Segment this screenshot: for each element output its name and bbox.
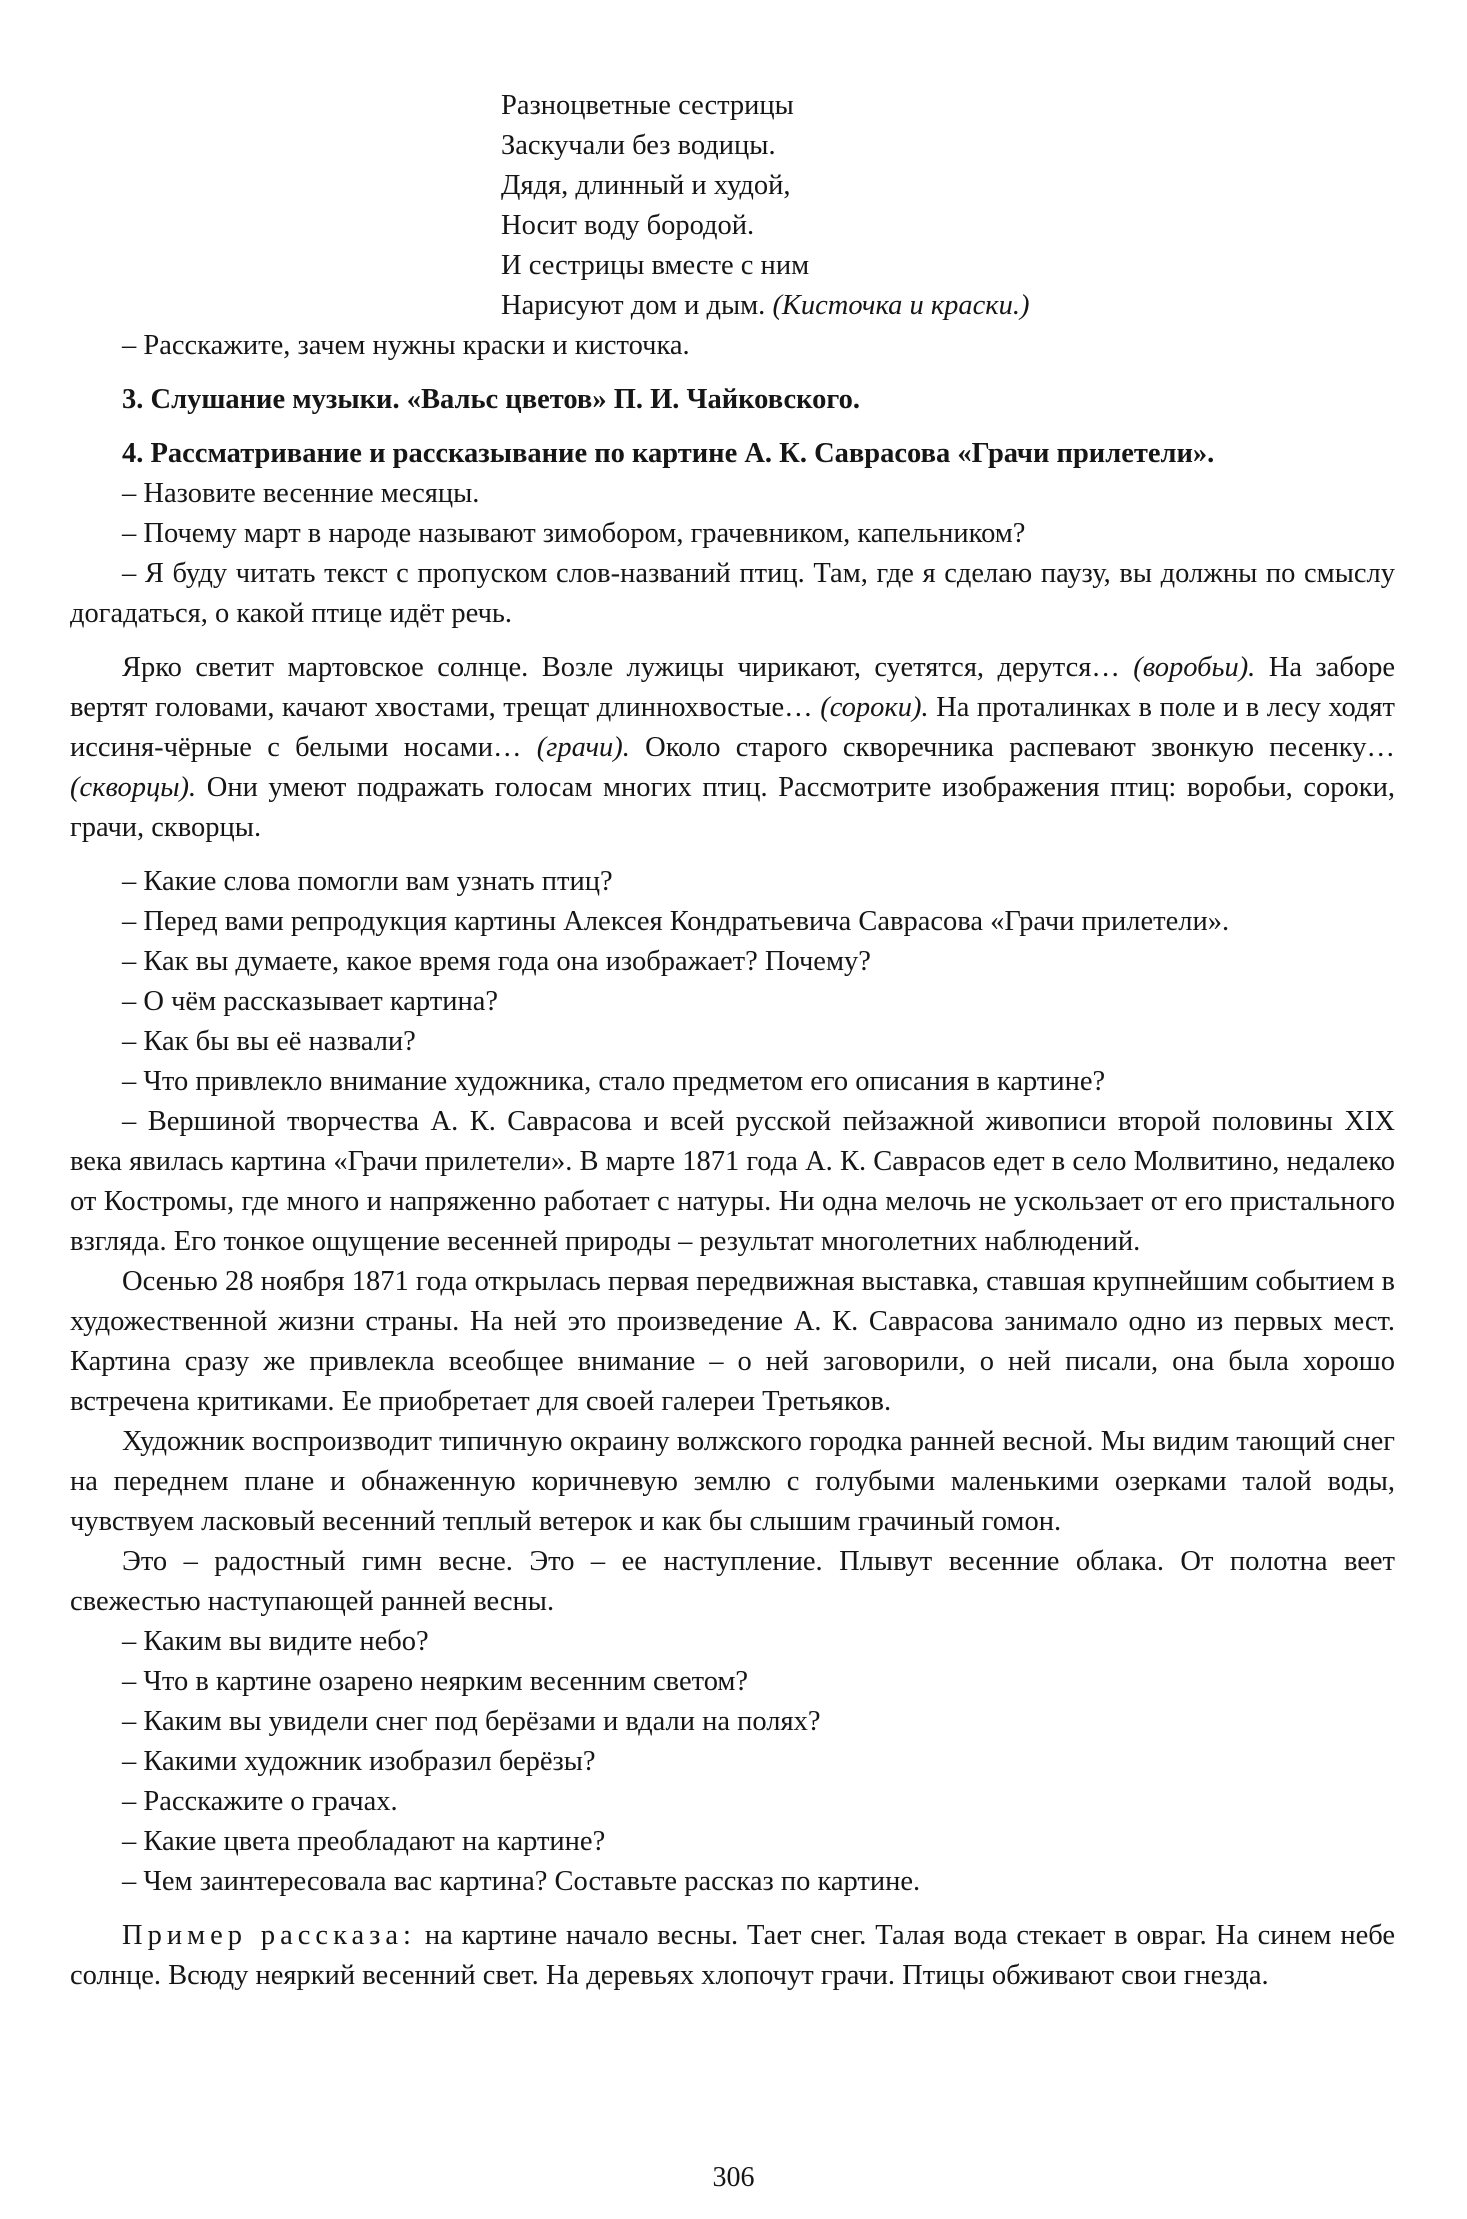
poem-line: Дядя, длинный и худой, — [501, 170, 791, 201]
section-heading: 4. Рассматривание и рассказывание по картине А. К. Саврасова «Грачи прилетели». — [122, 438, 1215, 469]
paragraph-osenyu: Осенью 28 ноября 1871 года открылась первая передвижная выставка, ставшая крупнейшим событием в художественной жизни страны. На ней это произведение А. К. Саврасова занимало одно из первых мест. Картина сразу же привлекла всеобщее внимание – о ней заговорили, о ней писали, она была хорошо встречена критиками. Ее приобретает для своей галереи Третьяков. — [70, 1266, 1395, 1417]
page-content — [70, 86, 1395, 1996]
poem-line: Носит воду бородой. — [501, 210, 755, 241]
question: – Какими художник изобразил берёзы? — [122, 1746, 596, 1777]
question: – Что в картине озарено неярким весенним светом? — [122, 1666, 749, 1697]
example-label: Пример рассказа: — [122, 1920, 416, 1951]
riddle-poem — [501, 86, 1395, 326]
paragraph-hudozhnik: Художник воспроизводит типичную окраину волжского городка ранней весной. Мы видим тающий снег на переднем плане и обнаженную коричневую землю с голубыми маленькими озерками талой воды, чувствуем ласковый весенний теплый ветерок и как бы слышим грачиный гомон. — [70, 1426, 1395, 1537]
poem-line: Заскучали без водицы. — [501, 130, 776, 161]
text-run: Около старого скворечника распевают звонкую песенку… — [629, 732, 1395, 763]
question: – Какие слова помогли вам узнать птиц? — [122, 866, 613, 897]
page-number: 306 — [712, 2162, 755, 2193]
question: – Что привлекло внимание художника, стало предметом его описания в картине? — [122, 1066, 1106, 1097]
question: – Почему март в народе называют зимобором, грачевником, капельником? — [122, 518, 1026, 549]
question: – Перед вами репродукция картины Алексея Кондратьевича Саврасова «Грачи прилетели». — [122, 906, 1230, 937]
bird-answer: (воробьи). — [1133, 652, 1256, 683]
text-run: Ярко светит мартовское солнце. Возле лужицы чирикают, суетятся, дерутся… — [122, 652, 1134, 683]
question: – О чём рассказывает картина? — [122, 986, 499, 1017]
question: – Каким вы видите небо? — [122, 1626, 429, 1657]
poem-line: И сестрицы вместе с ним — [501, 250, 810, 281]
question: – Расскажите о грачах. — [122, 1786, 398, 1817]
text-run: Они умеют подражать голосам многих птиц. Рассмотрите изображения птиц: воробьи, сороки, грачи, скворцы. — [70, 772, 1395, 843]
question: – Какие цвета преобладают на картине? — [122, 1826, 606, 1857]
bird-answer: (сороки). — [820, 692, 929, 723]
poem-line-last — [501, 286, 1395, 326]
text-run: На заборе вертят головами, качают хвостами, трещат длиннохвостые… — [70, 652, 1395, 723]
question: – Назовите весенние месяцы. — [122, 478, 480, 509]
question: – Как бы вы её назвали? — [122, 1026, 416, 1057]
example-text: на картине начало весны. Тает снег. Талая вода стекает в овраг. На синем небе солнце. Всюду неяркий весенний свет. На деревьях хлопочут грачи. Птицы обживают свои гнезда. — [70, 1920, 1395, 1991]
question: – Расскажите, зачем нужны краски и кисточка. — [122, 330, 690, 361]
poem-line-text: Нарисуют дом и дым. — [501, 290, 766, 321]
bird-answer: (скворцы). — [70, 772, 197, 803]
paragraph-gimn: Это – радостный гимн весне. Это – ее наступление. Плывут весенние облака. От полотна веет свежестью наступающей ранней весны. — [70, 1546, 1395, 1617]
birds-paragraph — [70, 648, 1395, 848]
riddle-answer: (Кисточка и краски.) — [772, 290, 1030, 321]
question: – Как вы думаете, какое время года она изображает? Почему? — [122, 946, 871, 977]
text-run: На проталинках в поле и в лесу ходят иссиня-чёрные с белыми носами… — [70, 692, 1395, 763]
question: – Каким вы увидели снег под берёзами и вдали на полях? — [122, 1706, 821, 1737]
question: – Чем заинтересовала вас картина? Составьте рассказ по картине. — [122, 1866, 921, 1897]
bird-answer: (грачи). — [536, 732, 630, 763]
example-story — [70, 1916, 1395, 1996]
paragraph-vershina: – Вершиной творчества А. К. Саврасова и всей русской пейзажной живописи второй половины XIX века явилась картина «Грачи прилетели». В марте 1871 года А. К. Саврасов едет в село Молвитино, недалеко от Костромы, где много и напряженно работает с натуры. Ни одна мелочь не ускользает от его пристального взгляда. Его тонкое ощущение весенней природы – результат многолетних наблюдений. — [70, 1106, 1395, 1257]
poem-line: Разноцветные сестрицы — [501, 90, 794, 121]
question: – Я буду читать текст с пропуском слов-названий птиц. Там, где я сделаю паузу, вы должны по смыслу догадаться, о какой птице идёт речь. — [70, 558, 1395, 629]
section-heading: 3. Слушание музыки. «Вальс цветов» П. И. Чайковского. — [122, 384, 860, 415]
